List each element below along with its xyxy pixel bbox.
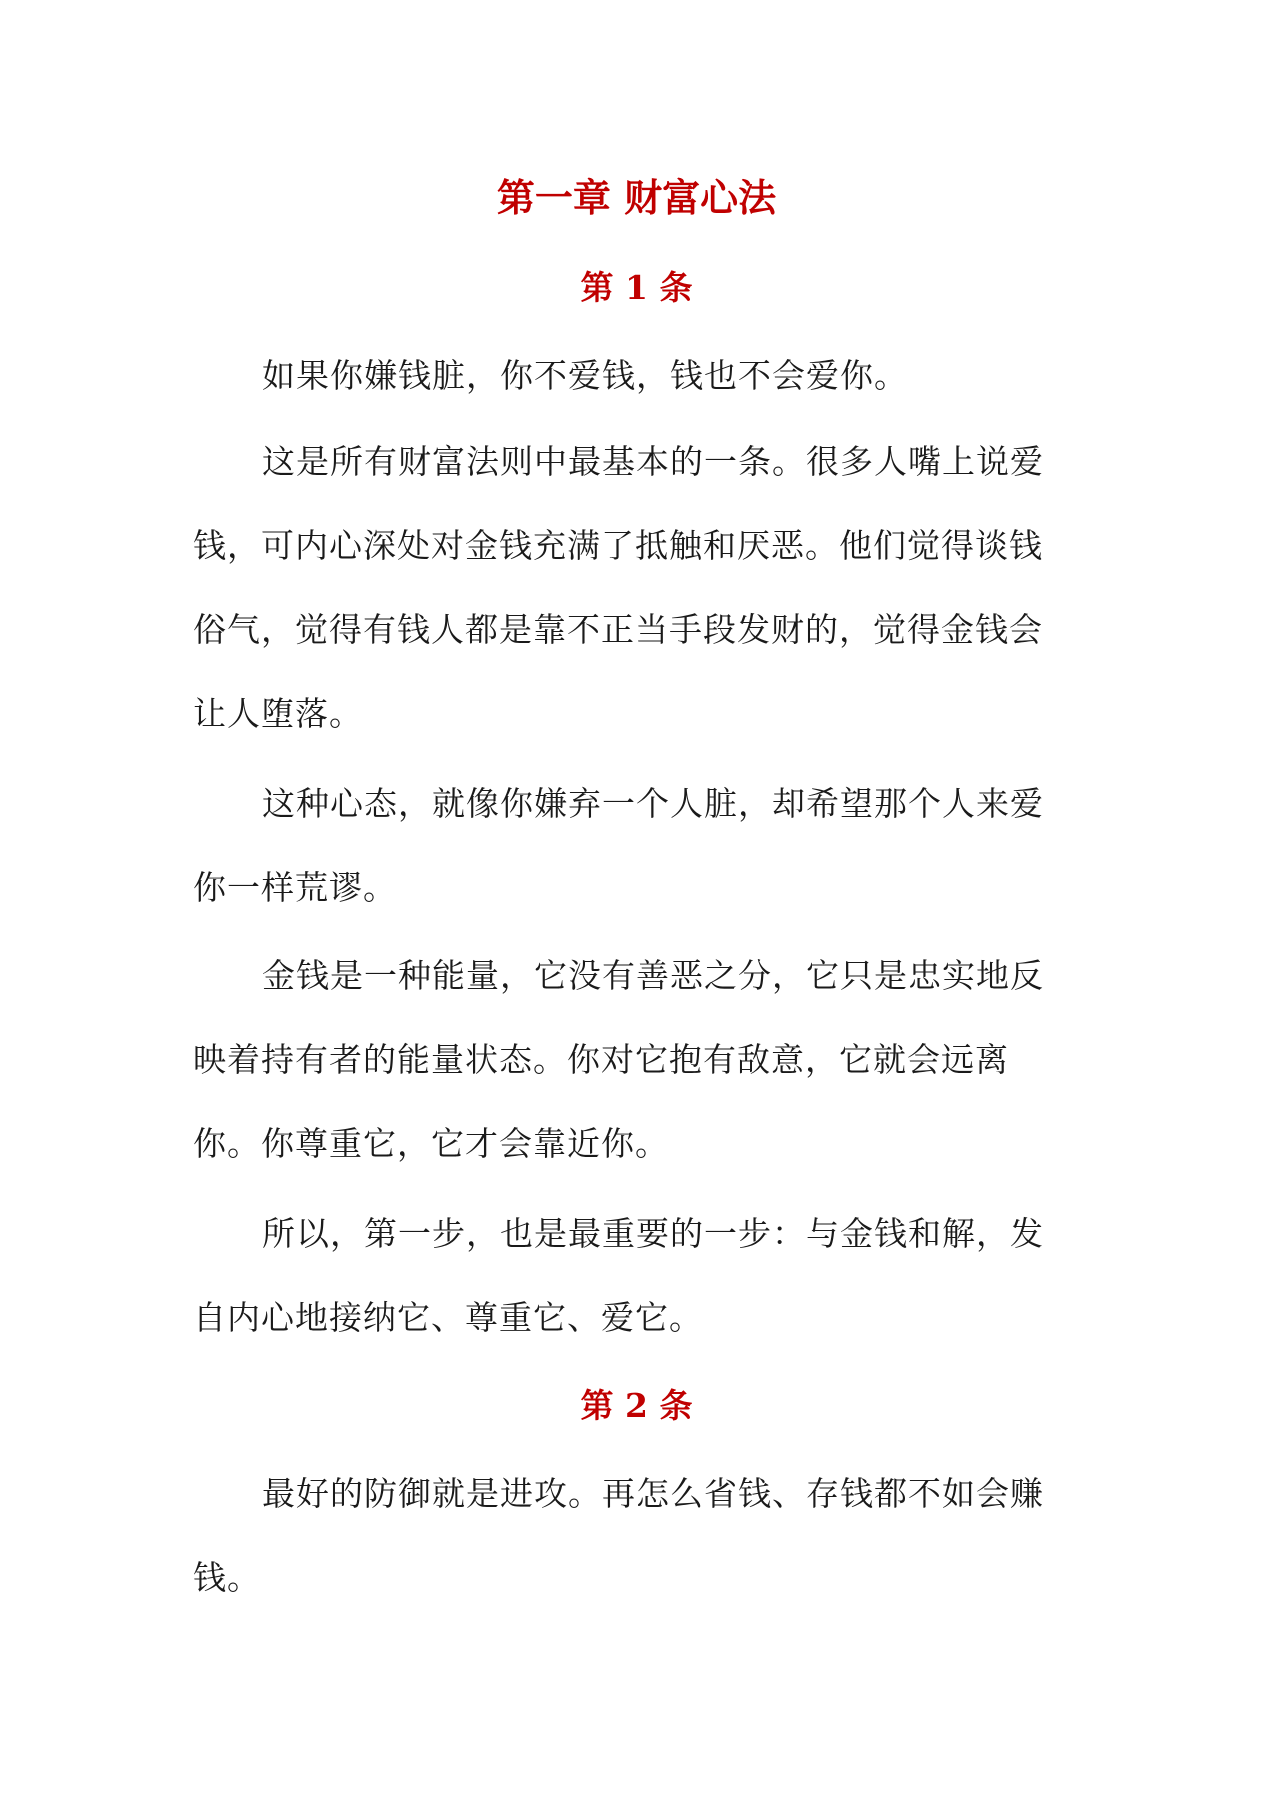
paragraph: 这种心态，就像你嫌弃一个人脏，却希望那个人来爱你一样荒谬。 [193,784,1044,907]
section-heading-1: 第 1 条 [580,268,693,307]
paragraph: 如果你嫌钱脏，你不爱钱，钱也不会爱你。 [262,356,908,395]
chapter-title: 第一章 财富心法 [496,175,777,220]
paragraph: 最好的防御就是进攻。再怎么省钱、存钱都不如会赚钱。 [193,1474,1044,1597]
paragraph: 所以，第一步，也是最重要的一步：与金钱和解，发自内心地接纳它、尊重它、爱它。 [193,1214,1044,1337]
section-heading-2: 第 2 条 [580,1386,693,1425]
paragraph: 金钱是一种能量，它没有善恶之分，它只是忠实地反映着持有者的能量状态。你对它抱有敌意，它就会远离你。你尊重它，它才会靠近你。 [193,956,1044,1163]
paragraph: 这是所有财富法则中最基本的一条。很多人嘴上说爱钱，可内心深处对金钱充满了抵触和厌恶。他们觉得谈钱俗气，觉得有钱人都是靠不正当手段发财的，觉得金钱会让人堕落。 [193,442,1044,733]
